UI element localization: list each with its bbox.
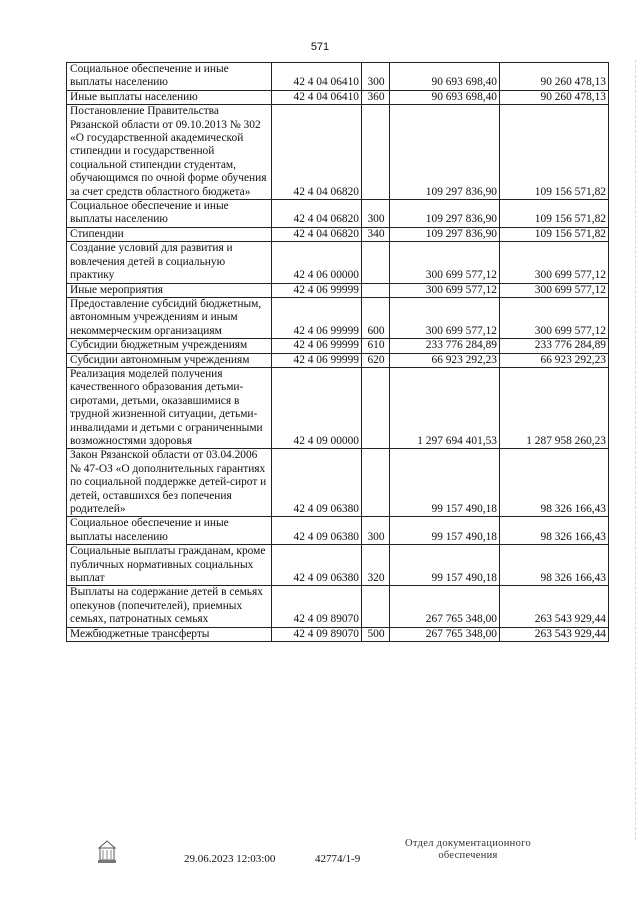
table-row [67, 90, 609, 104]
coat-of-arms-emblem [95, 838, 119, 866]
row-value1-cell: 99 157 490,18 [390, 545, 500, 586]
row-name-cell: Выплаты на содержание детей в семьях опекунов (попечителей), приемных семьях, патронатных семьях [67, 586, 272, 627]
row-value2-cell: 98 326 166,43 [500, 449, 609, 517]
row-value2-cell: 300 699 577,12 [500, 283, 609, 297]
row-type-cell [362, 105, 390, 200]
table-row [67, 367, 609, 448]
row-name-cell: Иные выплаты населению [67, 90, 272, 104]
row-value1-cell: 90 693 698,40 [390, 63, 500, 91]
row-value2-cell: 90 260 478,13 [500, 63, 609, 91]
table-row [67, 339, 609, 353]
row-name-cell: Субсидии автономным учреждениям [67, 353, 272, 367]
row-value2-cell: 98 326 166,43 [500, 517, 609, 545]
row-value1-cell: 109 297 836,90 [390, 200, 500, 228]
row-type-cell: 500 [362, 627, 390, 641]
row-code-cell: 42 4 09 89070 [272, 586, 362, 627]
table-row [67, 627, 609, 641]
table-row [67, 283, 609, 297]
row-type-cell [362, 242, 390, 283]
row-type-cell: 620 [362, 353, 390, 367]
row-value1-cell: 267 765 348,00 [390, 627, 500, 641]
row-type-cell: 300 [362, 63, 390, 91]
row-name-cell: Социальное обеспечение и иные выплаты населению [67, 517, 272, 545]
row-code-cell: 42 4 06 99999 [272, 297, 362, 338]
row-value2-cell: 98 326 166,43 [500, 545, 609, 586]
row-value1-cell: 99 157 490,18 [390, 517, 500, 545]
row-type-cell: 300 [362, 200, 390, 228]
row-code-cell: 42 4 09 06380 [272, 449, 362, 517]
row-value2-cell: 300 699 577,12 [500, 242, 609, 283]
row-name-cell: Социальные выплаты гражданам, кроме публичных нормативных социальных выплат [67, 545, 272, 586]
row-code-cell: 42 4 09 00000 [272, 367, 362, 448]
row-code-cell: 42 4 04 06820 [272, 105, 362, 200]
row-code-cell: 42 4 09 06380 [272, 545, 362, 586]
row-type-cell [362, 586, 390, 627]
row-value2-cell: 109 156 571,82 [500, 227, 609, 241]
row-name-cell: Социальное обеспечение и иные выплаты населению [67, 63, 272, 91]
row-name-cell: Стипендии [67, 227, 272, 241]
table-row [67, 227, 609, 241]
row-name-cell: Иные мероприятия [67, 283, 272, 297]
row-value1-cell: 267 765 348,00 [390, 586, 500, 627]
table-row [67, 63, 609, 91]
row-name-cell: Социальное обеспечение и иные выплаты населению [67, 200, 272, 228]
row-type-cell: 600 [362, 297, 390, 338]
row-value2-cell: 90 260 478,13 [500, 90, 609, 104]
row-value1-cell: 66 923 292,23 [390, 353, 500, 367]
row-name-cell: Постановление Правительства Рязанской области от 09.10.2013 № 302 «О государственной академической стипендии и государственной социальной стипендии студентам, обучающимся по очной форме обучения за счет средств областного бюджета» [67, 105, 272, 200]
table-row [67, 517, 609, 545]
table-row [67, 586, 609, 627]
department-stamp [398, 838, 538, 862]
row-type-cell: 610 [362, 339, 390, 353]
row-value1-cell: 109 297 836,90 [390, 227, 500, 241]
row-value1-cell: 233 776 284,89 [390, 339, 500, 353]
row-type-cell [362, 449, 390, 517]
row-type-cell: 340 [362, 227, 390, 241]
row-value1-cell: 99 157 490,18 [390, 449, 500, 517]
row-value1-cell: 300 699 577,12 [390, 283, 500, 297]
row-value2-cell: 263 543 929,44 [500, 586, 609, 627]
row-code-cell: 42 4 04 06410 [272, 63, 362, 91]
row-type-cell: 300 [362, 517, 390, 545]
row-value1-cell: 300 699 577,12 [390, 297, 500, 338]
table-row [67, 353, 609, 367]
table-row [67, 242, 609, 283]
scan-edge-marks [633, 60, 636, 840]
row-code-cell: 42 4 09 89070 [272, 627, 362, 641]
budget-table [66, 62, 609, 642]
row-type-cell: 360 [362, 90, 390, 104]
row-code-cell: 42 4 06 99999 [272, 339, 362, 353]
footer-datetime: 29.06.2023 12:03:00 [184, 853, 276, 865]
page-number: 571 [310, 41, 330, 53]
table-row [67, 449, 609, 517]
stamp-line-2: обеспечения [438, 850, 498, 861]
row-value2-cell: 1 287 958 260,23 [500, 367, 609, 448]
row-name-cell: Предоставление субсидий бюджетным, автономным учреждениям и иным некоммерческим организациям [67, 297, 272, 338]
row-value1-cell: 109 297 836,90 [390, 105, 500, 200]
row-name-cell: Субсидии бюджетным учреждениям [67, 339, 272, 353]
stamp-line-1: Отдел документационного [404, 838, 532, 849]
row-code-cell: 42 4 09 06380 [272, 517, 362, 545]
table-row [67, 545, 609, 586]
row-code-cell: 42 4 06 99999 [272, 353, 362, 367]
row-value2-cell: 66 923 292,23 [500, 353, 609, 367]
row-code-cell: 42 4 04 06820 [272, 200, 362, 228]
row-code-cell: 42 4 06 00000 [272, 242, 362, 283]
row-value2-cell: 233 776 284,89 [500, 339, 609, 353]
row-value1-cell: 90 693 698,40 [390, 90, 500, 104]
row-name-cell: Закон Рязанской области от 03.04.2006 № 47-ОЗ «О дополнительных гарантиях по социальной поддержке детей-сирот и детей, оставшихся без попечения родителей» [67, 449, 272, 517]
row-name-cell: Создание условий для развития и вовлечения детей в социальную практику [67, 242, 272, 283]
row-value2-cell: 109 156 571,82 [500, 200, 609, 228]
row-code-cell: 42 4 06 99999 [272, 283, 362, 297]
row-type-cell [362, 283, 390, 297]
footer-doc-number: 42774/1-9 [315, 853, 361, 865]
row-value2-cell: 263 543 929,44 [500, 627, 609, 641]
row-name-cell: Реализация моделей получения качественного образования детьми-сиротами, детьми, оказавшимися в трудной жизненной ситуации, детьми-инвалидами и детьми с ограниченными возможностями здоровья [67, 367, 272, 448]
table-row [67, 105, 609, 200]
row-code-cell: 42 4 04 06410 [272, 90, 362, 104]
row-name-cell: Межбюджетные трансферты [67, 627, 272, 641]
row-value2-cell: 109 156 571,82 [500, 105, 609, 200]
row-type-cell [362, 367, 390, 448]
table-row [67, 200, 609, 228]
row-type-cell: 320 [362, 545, 390, 586]
row-code-cell: 42 4 04 06820 [272, 227, 362, 241]
row-value1-cell: 1 297 694 401,53 [390, 367, 500, 448]
row-value2-cell: 300 699 577,12 [500, 297, 609, 338]
table-row [67, 297, 609, 338]
row-value1-cell: 300 699 577,12 [390, 242, 500, 283]
